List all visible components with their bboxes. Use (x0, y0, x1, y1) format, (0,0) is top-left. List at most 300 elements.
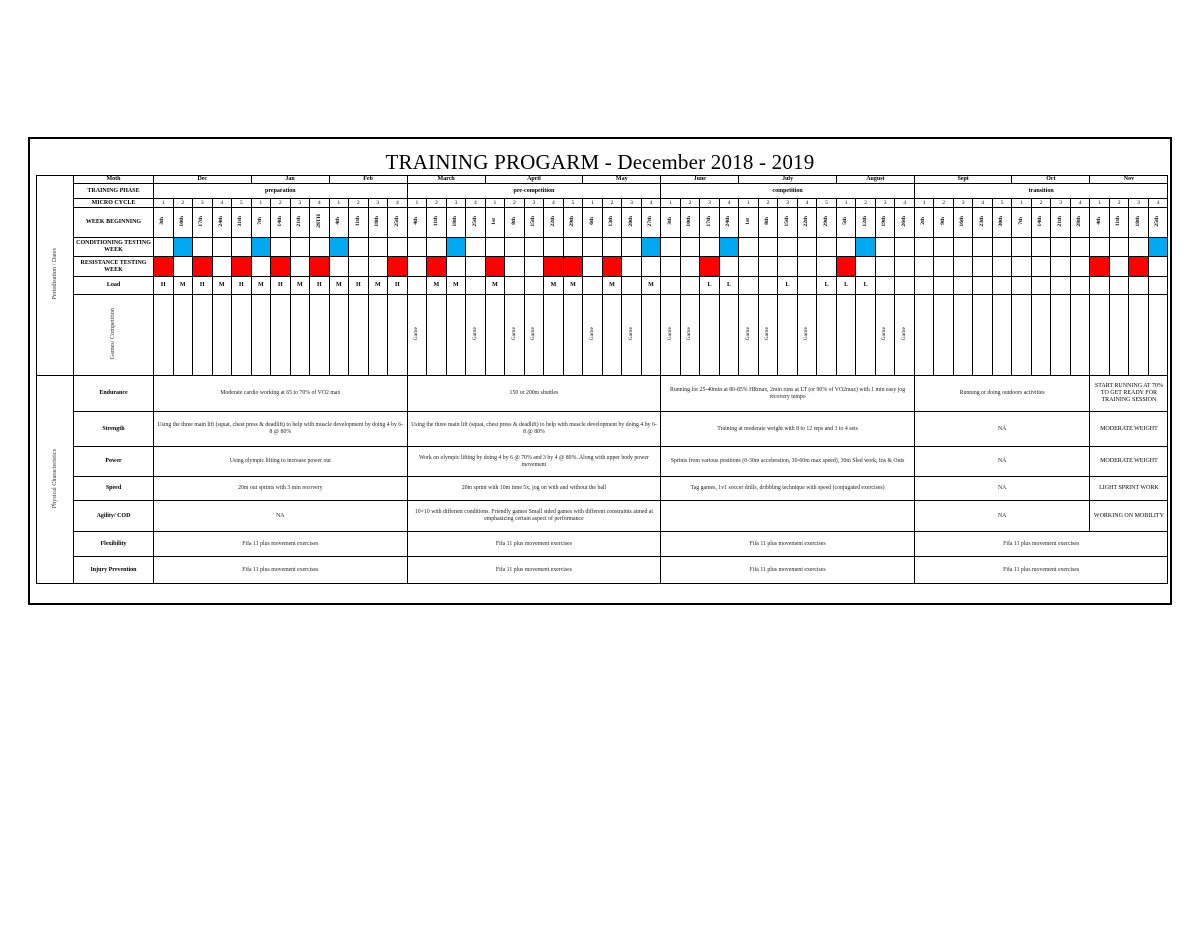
page-title: TRAINING PROGARM - December 2018 - 2019 (385, 150, 815, 174)
resistance-week-cell (719, 257, 739, 277)
week-beginning-cell-text: 8th (510, 217, 517, 226)
micro-cycle-cell: 4 (388, 199, 408, 208)
game-cell (368, 295, 388, 376)
micro-cycle-cell: 3 (1051, 199, 1071, 208)
conditioning-week-cell (817, 238, 837, 257)
micro-cycle-cell: 4 (719, 199, 739, 208)
game-cell (1031, 295, 1051, 376)
conditioning-week-cell (875, 238, 895, 257)
week-beginning-cell-text: 19th (881, 216, 888, 227)
conditioning-week-cell (349, 238, 369, 257)
game-cell (719, 295, 739, 376)
micro-cycle-label: MICRO CYCLE (74, 199, 154, 208)
conditioning-week-cell (290, 238, 310, 257)
load-cell: M (368, 277, 388, 295)
game-cell-text: Game (764, 327, 771, 341)
week-beginning-cell-text: 12th (861, 216, 868, 227)
nov-transition-cell: WORKING ON MOBILITY (1090, 501, 1168, 532)
load-cell (1129, 277, 1149, 295)
conditioning-week-cell (193, 238, 213, 257)
load-cell (992, 277, 1012, 295)
week-beginning-cell-text: 14th (276, 216, 283, 227)
week-beginning-cell-text: 8th (764, 217, 771, 226)
phase-description-cell: Using olympic lifting to increase power out (154, 447, 408, 477)
conditioning-test-marker (856, 238, 876, 257)
resistance-week-cell (446, 257, 466, 277)
load-cell (934, 277, 954, 295)
game-cell (407, 295, 427, 376)
conditioning-week-cell (271, 238, 291, 257)
week-beginning-cell-text: 18th (452, 216, 459, 227)
resistance-test-marker (836, 257, 856, 277)
load-cell: L (700, 277, 720, 295)
periodisation-side-label (37, 176, 74, 376)
resistance-test-marker (485, 257, 505, 277)
game-cell-text: Game (530, 327, 537, 341)
week-beginning-cell-text: 25th (1154, 216, 1161, 227)
load-cell (1070, 277, 1090, 295)
micro-cycle-cell: 3 (193, 199, 213, 208)
game-cell (232, 295, 252, 376)
training-phase-row (37, 184, 1168, 199)
phase-description-cell: 10×10 with different conditions. Friendly games Small sided games with different constraints aimed at emphasizing certain aspect of performance (407, 501, 661, 532)
resistance-week-cell (797, 257, 817, 277)
resistance-testing-row (37, 257, 1168, 277)
conditioning-week-cell (680, 238, 700, 257)
week-beginning-cell-text: 13th (608, 216, 615, 227)
week-beginning-cell (856, 208, 876, 238)
load-cell (466, 277, 486, 295)
conditioning-week-cell (797, 238, 817, 257)
load-cell: M (446, 277, 466, 295)
week-beginning-label: WEEK BEGINNING (74, 208, 154, 238)
week-beginning-cell-text: 4th (413, 217, 420, 226)
week-beginning-cell (310, 208, 330, 238)
phase-description-cell: NA (914, 447, 1090, 477)
week-beginning-cell (427, 208, 447, 238)
conditioning-week-cell (953, 238, 973, 257)
resistance-week-cell (173, 257, 193, 277)
load-cell (797, 277, 817, 295)
resistance-week-cell (817, 257, 837, 277)
week-beginning-cell-text: 23th (978, 216, 985, 227)
load-cell (739, 277, 759, 295)
conditioning-test-marker (641, 238, 661, 257)
micro-cycle-cell: 1 (407, 199, 427, 208)
characteristic-row-agility-cod (37, 501, 1168, 532)
load-cell: M (427, 277, 447, 295)
week-beginning-cell (154, 208, 174, 238)
week-beginning-cell (407, 208, 427, 238)
games-competition-label-text: Games/ Competition (109, 308, 117, 360)
resistance-week-cell (368, 257, 388, 277)
load-cell (973, 277, 993, 295)
conditioning-week-cell (914, 238, 934, 257)
game-cell (563, 295, 583, 376)
game-cell (173, 295, 193, 376)
conditioning-test-marker (1148, 238, 1168, 257)
conditioning-week-cell (1129, 238, 1149, 257)
phase-pre-competition: pre-competition (407, 184, 661, 199)
characteristic-label: Power (74, 447, 154, 477)
week-beginning-cell (485, 208, 505, 238)
game-cell (602, 295, 622, 376)
load-cell: H (193, 277, 213, 295)
resistance-week-cell (1109, 257, 1129, 277)
resistance-week-cell (622, 257, 642, 277)
week-beginning-cell-text: 10th (686, 216, 693, 227)
training-phase-label: TRAINING PHASE (74, 184, 154, 199)
phase-description-cell: Fifa 11 plus movement exercises (914, 557, 1168, 584)
conditioning-week-cell (836, 238, 856, 257)
phase-description-cell: Tag games, 1v1 soccer drills, dribbling technique with speed (conjugated exercises) (661, 477, 915, 501)
game-cell (583, 295, 603, 376)
week-beginning-cell (251, 208, 271, 238)
week-beginning-cell (446, 208, 466, 238)
week-beginning-cell (388, 208, 408, 238)
month-header-may: May (583, 176, 661, 184)
game-cell (973, 295, 993, 376)
month-header-dec: Dec (154, 176, 252, 184)
load-cell: L (719, 277, 739, 295)
week-beginning-cell (583, 208, 603, 238)
phase-description-cell: Moderate cardio working at 65 to 70% of VO2 max (154, 376, 408, 412)
week-beginning-cell-text: 28th (1076, 216, 1083, 227)
resistance-week-cell (953, 257, 973, 277)
resistance-testing-label: RESISTANCE TESTING WEEK (74, 257, 154, 277)
game-cell-text: Game (510, 327, 517, 341)
resistance-test-marker (310, 257, 330, 277)
characteristic-row-injury-prevention (37, 557, 1168, 584)
resistance-week-cell (680, 257, 700, 277)
load-cell: L (817, 277, 837, 295)
load-cell: H (154, 277, 174, 295)
week-beginning-cell-text: 18th (374, 216, 381, 227)
characteristic-label: Speed (74, 477, 154, 501)
load-cell: H (271, 277, 291, 295)
week-beginning-cell-text: 15th (783, 216, 790, 227)
game-cell (1090, 295, 1110, 376)
resistance-test-marker (1129, 257, 1149, 277)
week-beginning-cell (739, 208, 759, 238)
phase-description-cell: 20m sprint with 10m time 5x, jog on with and without the ball (407, 477, 661, 501)
month-header-august: August (836, 176, 914, 184)
micro-cycle-cell: 2 (173, 199, 193, 208)
resistance-week-cell (973, 257, 993, 277)
month-header-nov: Nov (1090, 176, 1168, 184)
phase-description-cell: Using the three main lift (squat, chest press & deadlift) to help with muscle development by doing 4 by 6-8 @ 80% (154, 412, 408, 447)
game-cell (836, 295, 856, 376)
week-beginning-cell-text: 28TH (315, 214, 322, 229)
conditioning-week-cell (368, 238, 388, 257)
week-beginning-cell (953, 208, 973, 238)
game-cell-text: Game (686, 327, 693, 341)
phase-description-cell: Fifa 11 plus movement exercises (154, 532, 408, 557)
phase-description-cell: Running for 25-40min at 80-85% HRmax, 2min runs at LT (or 90% of VO2max) with 1 min easy jog recovery tempo (661, 376, 915, 412)
week-beginning-cell (875, 208, 895, 238)
resistance-week-cell (251, 257, 271, 277)
game-cell (992, 295, 1012, 376)
load-cell: H (232, 277, 252, 295)
resistance-test-marker (544, 257, 564, 277)
load-cell (524, 277, 544, 295)
load-cell: M (485, 277, 505, 295)
load-cell (1051, 277, 1071, 295)
game-cell (310, 295, 330, 376)
load-cell (914, 277, 934, 295)
week-beginning-cell-text: 7th (1017, 217, 1024, 226)
week-beginning-cell-text: 11th (432, 216, 439, 227)
resistance-week-cell (1012, 257, 1032, 277)
game-cell (797, 295, 817, 376)
week-beginning-cell-text: 17th (705, 216, 712, 227)
load-row (37, 277, 1168, 295)
conditioning-week-cell (524, 238, 544, 257)
week-beginning-cell (1090, 208, 1110, 238)
game-cell-text: Game (666, 327, 673, 341)
game-cell-text: Game (744, 327, 751, 341)
nov-transition-cell: MODERATE WEIGHT (1090, 447, 1168, 477)
week-beginning-cell (368, 208, 388, 238)
load-cell: L (856, 277, 876, 295)
game-cell (934, 295, 954, 376)
month-header-feb: Feb (329, 176, 407, 184)
resistance-test-marker (1090, 257, 1110, 277)
load-cell: M (212, 277, 232, 295)
micro-cycle-cell: 1 (251, 199, 271, 208)
week-beginning-cell-text: 11th (1115, 216, 1122, 227)
resistance-week-cell (329, 257, 349, 277)
conditioning-testing-row (37, 238, 1168, 257)
game-cell (329, 295, 349, 376)
game-cell (193, 295, 213, 376)
game-cell (680, 295, 700, 376)
week-beginning-cell-text: 30th (998, 216, 1005, 227)
conditioning-week-cell (583, 238, 603, 257)
game-cell (290, 295, 310, 376)
micro-cycle-cell: 3 (875, 199, 895, 208)
week-beginning-cell (193, 208, 213, 238)
game-cell (154, 295, 174, 376)
week-beginning-cell-text: 25th (471, 216, 478, 227)
week-beginning-row (37, 208, 1168, 238)
conditioning-week-cell (778, 238, 798, 257)
game-cell (1148, 295, 1168, 376)
resistance-test-marker (271, 257, 291, 277)
month-header-june: June (661, 176, 739, 184)
resistance-test-marker (563, 257, 583, 277)
phase-description-cell: Training at moderate weight with 8 to 12 reps and 3 to 4 sets (661, 412, 915, 447)
week-beginning-cell-text: 22th (803, 216, 810, 227)
micro-cycle-cell: 4 (1148, 199, 1168, 208)
resistance-week-cell (661, 257, 681, 277)
phase-competition: competition (661, 184, 915, 199)
week-beginning-cell (563, 208, 583, 238)
week-beginning-cell-text: 7th (257, 217, 263, 226)
week-beginning-cell (212, 208, 232, 238)
phase-description-cell: Fifa 11 plus movement exercises (407, 557, 661, 584)
conditioning-week-cell (973, 238, 993, 257)
game-cell (485, 295, 505, 376)
resistance-week-cell (505, 257, 525, 277)
week-beginning-cell-text: 15th (530, 216, 537, 227)
load-cell: M (251, 277, 271, 295)
week-beginning-cell-text: 26th (900, 216, 907, 227)
characteristic-row-strength (37, 412, 1168, 447)
phase-description-cell: Using the three main lift (squat, chest press & deadlift) to help with muscle development by doing 4 by 6-8 @ 80% (407, 412, 661, 447)
week-beginning-cell (1148, 208, 1168, 238)
characteristic-row-flexibility (37, 532, 1168, 557)
micro-cycle-cell: 4 (544, 199, 564, 208)
week-beginning-cell-text: 9th (939, 217, 946, 226)
micro-cycle-cell: 5 (232, 199, 252, 208)
game-cell (758, 295, 778, 376)
week-beginning-cell-text: 29th (822, 216, 829, 227)
conditioning-week-cell (895, 238, 915, 257)
game-cell-text: Game (900, 327, 907, 341)
micro-cycle-cell: 1 (485, 199, 505, 208)
month-row-label: Moth (74, 176, 154, 184)
game-cell-text: Game (588, 327, 595, 341)
resistance-test-marker (427, 257, 447, 277)
micro-cycle-cell: 5 (992, 199, 1012, 208)
resistance-test-marker (602, 257, 622, 277)
micro-cycle-cell: 2 (1109, 199, 1129, 208)
week-beginning-cell-text: 1st (744, 217, 751, 225)
week-beginning-cell (1012, 208, 1032, 238)
game-cell (349, 295, 369, 376)
conditioning-week-cell (485, 238, 505, 257)
load-cell (1148, 277, 1168, 295)
week-beginning-cell (914, 208, 934, 238)
characteristic-label: Flexibility (74, 532, 154, 557)
conditioning-week-cell (544, 238, 564, 257)
load-cell: M (290, 277, 310, 295)
game-cell (739, 295, 759, 376)
periodisation-side-label-text: Periodisation / Dates (50, 248, 58, 301)
game-cell (817, 295, 837, 376)
week-beginning-cell (778, 208, 798, 238)
micro-cycle-cell: 1 (583, 199, 603, 208)
week-beginning-cell (934, 208, 954, 238)
conditioning-test-marker (446, 238, 466, 257)
conditioning-test-marker (329, 238, 349, 257)
micro-cycle-cell: 4 (895, 199, 915, 208)
physical-characteristics-side-label-text: Physical Characteristics (50, 448, 58, 508)
game-cell (446, 295, 466, 376)
characteristic-label: Strength (74, 412, 154, 447)
game-cell (914, 295, 934, 376)
resistance-week-cell (856, 257, 876, 277)
phase-description-cell: Fifa 11 plus movement exercises (661, 557, 915, 584)
resistance-week-cell (290, 257, 310, 277)
games-row (37, 295, 1168, 376)
resistance-week-cell (583, 257, 603, 277)
micro-cycle-cell: 2 (758, 199, 778, 208)
phase-description-cell: Fifa 11 plus movement exercises (407, 532, 661, 557)
conditioning-week-cell (310, 238, 330, 257)
game-cell (524, 295, 544, 376)
week-beginning-cell (349, 208, 369, 238)
month-header-jan: Jan (251, 176, 329, 184)
week-beginning-cell (466, 208, 486, 238)
game-cell (856, 295, 876, 376)
load-cell (953, 277, 973, 295)
resistance-week-cell (1051, 257, 1071, 277)
characteristic-label: Endurance (74, 376, 154, 412)
resistance-week-cell (739, 257, 759, 277)
micro-cycle-cell: 1 (1090, 199, 1110, 208)
micro-cycle-cell: 3 (778, 199, 798, 208)
week-beginning-cell (1109, 208, 1129, 238)
resistance-test-marker (154, 257, 174, 277)
week-beginning-cell-text: 21th (1056, 216, 1063, 227)
load-cell (1090, 277, 1110, 295)
week-beginning-cell-text: 22th (549, 216, 556, 227)
conditioning-week-cell (1109, 238, 1129, 257)
load-cell (895, 277, 915, 295)
load-cell: H (310, 277, 330, 295)
game-cell-text: Game (881, 327, 888, 341)
resistance-week-cell (212, 257, 232, 277)
micro-cycle-cell: 3 (290, 199, 310, 208)
game-cell (1012, 295, 1032, 376)
conditioning-week-cell (934, 238, 954, 257)
resistance-week-cell (875, 257, 895, 277)
characteristic-label: Injury Prevention (74, 557, 154, 584)
game-cell (895, 295, 915, 376)
game-cell (271, 295, 291, 376)
week-beginning-cell (1070, 208, 1090, 238)
conditioning-week-cell (1012, 238, 1032, 257)
resistance-week-cell (934, 257, 954, 277)
week-beginning-cell-text: 10th (178, 216, 185, 227)
load-label: Load (74, 277, 154, 295)
week-beginning-cell (680, 208, 700, 238)
micro-cycle-cell: 4 (797, 199, 817, 208)
load-cell (661, 277, 681, 295)
load-cell: H (388, 277, 408, 295)
conditioning-testing-label: CONDITIONING TESTING WEEK (74, 238, 154, 257)
resistance-test-marker (232, 257, 252, 277)
micro-cycle-cell: 2 (602, 199, 622, 208)
micro-cycle-cell: 3 (953, 199, 973, 208)
week-beginning-cell-text: 1st (491, 217, 498, 225)
week-beginning-cell-text: 3th (159, 217, 166, 226)
phase-description-cell: 20m out sprints with 3 min recovery (154, 477, 408, 501)
load-cell: M (563, 277, 583, 295)
conditioning-week-cell (1070, 238, 1090, 257)
micro-cycle-cell: 4 (466, 199, 486, 208)
load-cell (1012, 277, 1032, 295)
conditioning-week-cell (661, 238, 681, 257)
phase-description-cell (661, 501, 915, 532)
load-cell: H (349, 277, 369, 295)
micro-cycle-cell: 3 (524, 199, 544, 208)
resistance-week-cell (524, 257, 544, 277)
week-beginning-cell (641, 208, 661, 238)
training-program-sheet (28, 137, 1172, 605)
week-beginning-cell (505, 208, 525, 238)
week-beginning-cell (544, 208, 564, 238)
week-beginning-cell (329, 208, 349, 238)
week-beginning-cell (524, 208, 544, 238)
week-beginning-cell-text: 25th (393, 216, 400, 227)
conditioning-week-cell (700, 238, 720, 257)
load-cell (622, 277, 642, 295)
characteristic-label: Agility/ COD (74, 501, 154, 532)
micro-cycle-cell: 5 (563, 199, 583, 208)
